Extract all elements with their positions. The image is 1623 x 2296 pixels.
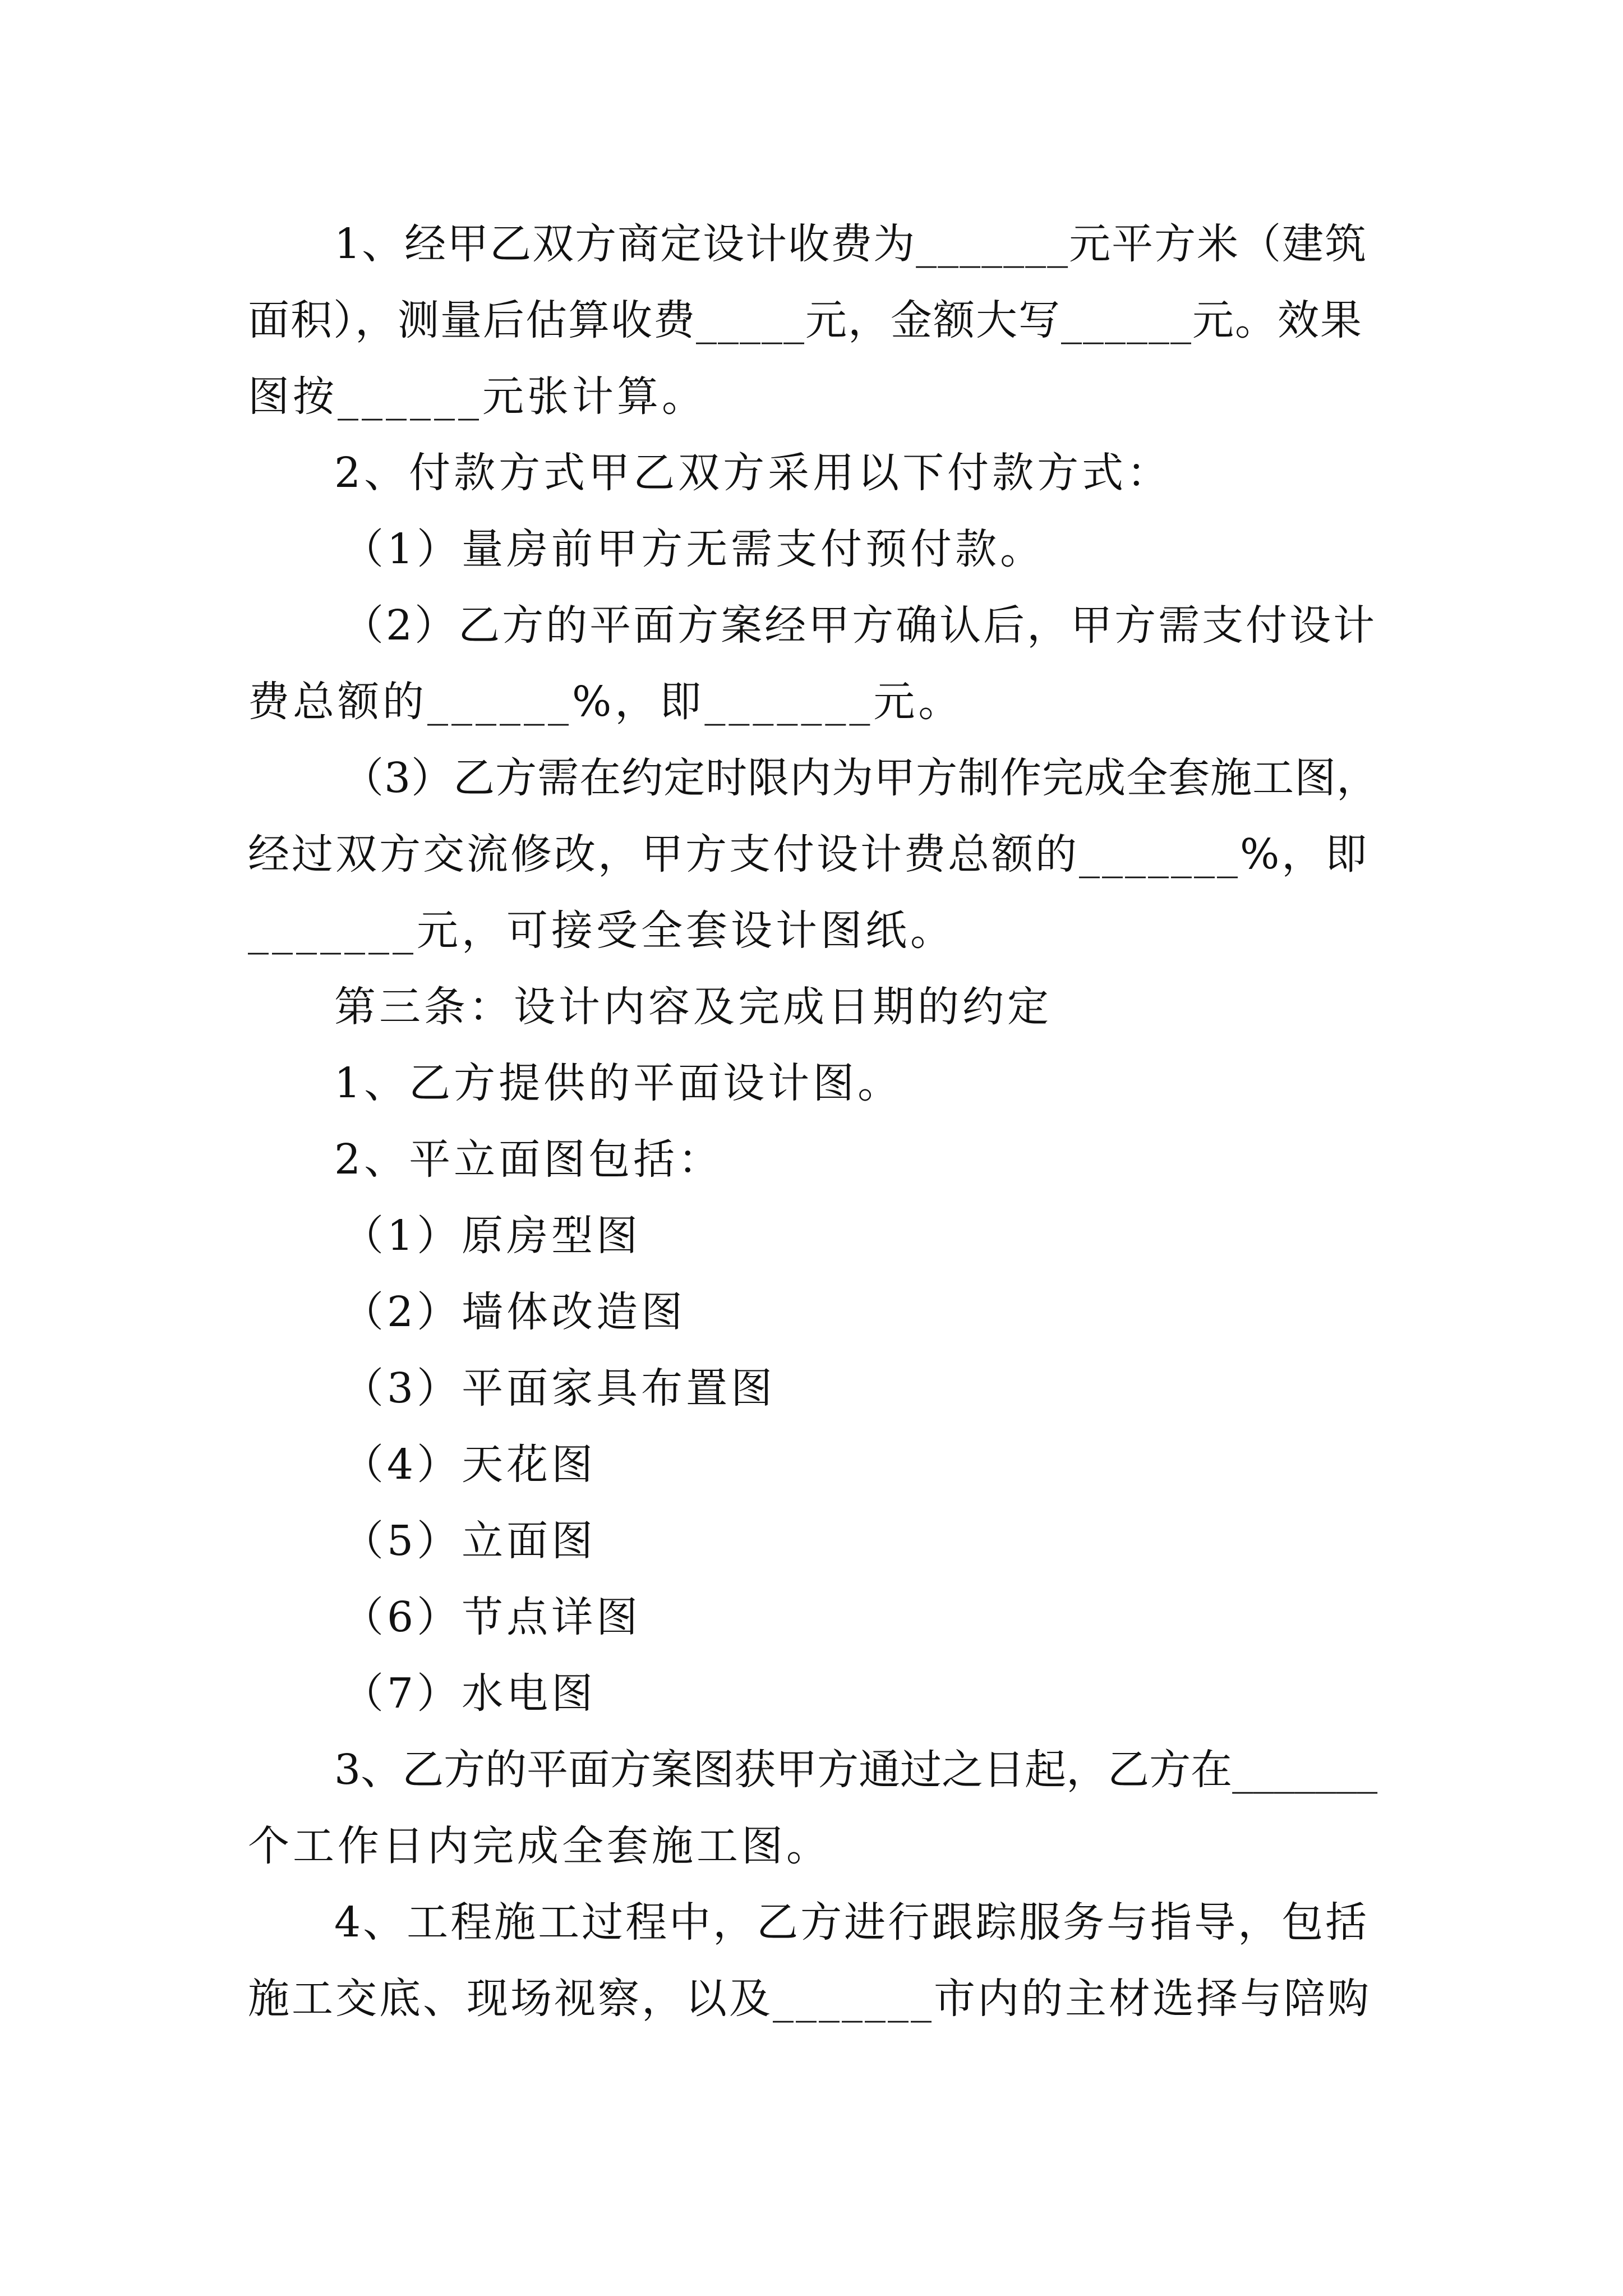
text-line: 图按______元张计算。 (248, 372, 707, 421)
text-line: 2、平立面图包括： (334, 1135, 723, 1184)
text-line: 3、乙方的平面方案图获甲方通过之日起，乙方在_______ (334, 1746, 1378, 1794)
list-item: （7）水电图 (342, 1669, 597, 1718)
text-line: 1、乙方提供的平面设计图。 (334, 1059, 903, 1107)
list-item: （5）立面图 (342, 1517, 597, 1565)
text-line: 施工交底、现场视察，以及_______市内的主材选择与陪购 (248, 1975, 1371, 2023)
list-item: （6）节点详图 (342, 1593, 642, 1641)
text-line: （3）乙方需在约定时限内为甲方制作完成全套施工图， (342, 754, 1379, 802)
list-item: （4）天花图 (342, 1441, 597, 1489)
text-line: 4、工程施工过程中，乙方进行跟踪服务与指导，包括 (334, 1898, 1370, 1947)
text-line: 面积），测量后估算收费_____元，金额大写______元。效果 (248, 296, 1363, 344)
text-line: 2、付款方式甲乙双方采用以下付款方式： (334, 449, 1172, 497)
text-line: 个工作日内完成全套施工图。 (248, 1822, 831, 1870)
text-line: _______元，可接受全套设计图纸。 (248, 907, 955, 955)
text-line: （1）量房前甲方无需支付预付款。 (342, 525, 1045, 573)
list-item: （3）平面家具布置图 (342, 1364, 776, 1412)
text-line: 费总额的______%，即_______元。 (248, 678, 963, 726)
text-line: （2）乙方的平面方案经甲方确认后，甲方需支付设计 (342, 601, 1377, 650)
text-line: 1、经甲乙双方商定设计收费为_______元平方米（建筑 (334, 220, 1368, 268)
section-heading: 第三条：设计内容及完成日期的约定 (334, 983, 1052, 1031)
text-line: 经过双方交流修改，甲方支付设计费总额的_______%，即 (248, 830, 1370, 878)
list-item: （1）原房型图 (342, 1212, 642, 1260)
list-item: （2）墙体改造图 (342, 1288, 686, 1336)
